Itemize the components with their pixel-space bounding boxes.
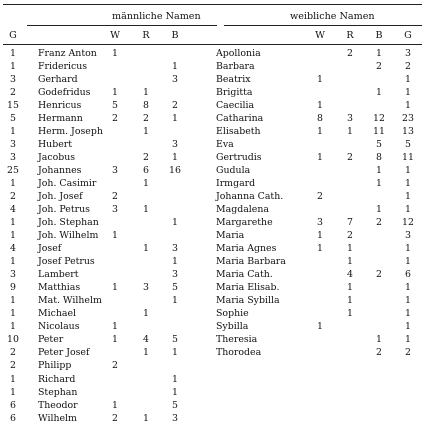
female-b-cell: 1: [376, 48, 382, 59]
group-underline-male: [27, 25, 217, 26]
male-total-cell: 15: [7, 100, 19, 112]
male-total-cell: 3: [10, 74, 16, 86]
female-name-cell: Maria: [216, 230, 245, 242]
female-name-cell: Gudula: [216, 165, 251, 177]
col-header-r-male: R: [142, 30, 150, 41]
male-b-cell: 3: [172, 139, 178, 151]
female-total-cell: 1: [405, 334, 411, 346]
male-total-cell: 5: [10, 113, 16, 125]
male-name-cell: Lambert: [38, 269, 79, 281]
male-w-cell: 2: [112, 191, 118, 203]
col-header-w-male: W: [110, 30, 120, 41]
male-w-cell: 1: [112, 87, 118, 99]
male-total-cell: 1: [10, 295, 16, 307]
female-b-cell: 12: [373, 113, 385, 125]
male-name-cell: Philipp: [38, 360, 72, 372]
male-total-cell: 1: [10, 48, 16, 59]
male-total-cell: 25: [7, 165, 19, 177]
male-total-cell: 1: [10, 178, 16, 190]
male-name-cell: Theodor: [38, 399, 78, 411]
female-total-cell: 13: [402, 126, 414, 138]
male-name-cell: Fridericus: [38, 61, 88, 73]
male-b-cell: 1: [172, 217, 178, 229]
male-r-cell: 1: [143, 204, 149, 216]
male-name-cell: Mat. Wilhelm: [38, 295, 102, 307]
female-r-cell: 2: [347, 230, 353, 242]
female-r-cell: 1: [347, 282, 353, 294]
male-total-cell: 1: [10, 256, 16, 268]
female-r-cell: 7: [347, 217, 353, 229]
male-w-cell: 1: [112, 48, 118, 59]
female-r-cell: 1: [347, 243, 353, 255]
male-name-cell: Herm. Joseph: [38, 126, 103, 138]
female-b-cell: 11: [373, 126, 385, 138]
male-total-cell: 2: [10, 87, 16, 99]
male-name-cell: Joh. Petrus: [38, 204, 90, 216]
male-total-cell: 1: [10, 61, 16, 73]
male-total-cell: 9: [10, 282, 16, 294]
female-total-cell: 6: [405, 269, 411, 281]
female-name-cell: Elisabeth: [216, 126, 261, 138]
male-total-cell: 3: [10, 269, 16, 281]
male-name-cell: Hermann: [38, 113, 83, 125]
male-b-cell: 1: [172, 113, 178, 125]
male-name-cell: Peter Josef: [38, 347, 90, 359]
female-total-cell: 1: [405, 100, 411, 112]
male-r-cell: 3: [143, 282, 149, 294]
female-w-cell: 3: [317, 217, 323, 229]
female-r-cell: 3: [347, 113, 353, 125]
female-name-cell: Sybilla: [216, 321, 249, 333]
female-total-cell: 2: [405, 61, 411, 73]
male-name-cell: Joh. Stephan: [38, 217, 99, 229]
male-total-cell: 3: [10, 139, 16, 151]
male-b-cell: 1: [172, 152, 178, 164]
female-b-cell: 2: [376, 347, 382, 359]
male-total-cell: 2: [10, 360, 16, 372]
col-header-w-female: W: [315, 30, 325, 41]
female-total-cell: 5: [405, 139, 411, 151]
female-name-cell: Maria Cath.: [216, 269, 273, 281]
female-name-cell: Maria Sybilla: [216, 295, 280, 307]
male-name-cell: Josef: [38, 243, 62, 255]
male-total-cell: 1: [10, 126, 16, 138]
female-r-cell: 2: [347, 152, 353, 164]
female-total-cell: 1: [405, 282, 411, 294]
female-w-cell: 1: [317, 100, 323, 112]
header-bottom-rule: [3, 44, 422, 45]
male-total-cell: 6: [10, 399, 16, 411]
male-b-cell: 3: [172, 243, 178, 255]
female-total-cell: 12: [402, 217, 414, 229]
female-w-cell: 1: [317, 126, 323, 138]
male-name-cell: Michael: [38, 308, 77, 320]
male-b-cell: 1: [172, 347, 178, 359]
male-name-cell: Gerhard: [38, 74, 78, 86]
female-r-cell: 1: [347, 256, 353, 268]
female-total-cell: 1: [405, 74, 411, 86]
group-underline-female: [224, 25, 422, 26]
male-w-cell: 5: [112, 100, 118, 112]
female-b-cell: 2: [376, 217, 382, 229]
male-r-cell: 1: [143, 178, 149, 190]
female-b-cell: 1: [376, 204, 382, 216]
female-b-cell: 8: [376, 152, 382, 164]
female-w-cell: 1: [317, 74, 323, 86]
female-name-cell: Maria Elisab.: [216, 282, 280, 294]
male-r-cell: 4: [143, 334, 149, 346]
male-w-cell: 1: [112, 334, 118, 346]
female-name-cell: Eva: [216, 139, 234, 151]
male-b-cell: 1: [172, 386, 178, 398]
female-total-cell: 2: [405, 347, 411, 359]
male-w-cell: 1: [112, 399, 118, 411]
male-total-cell: 1: [10, 386, 16, 398]
female-total-cell: 23: [402, 113, 414, 125]
female-total-cell: 1: [405, 165, 411, 177]
male-w-cell: 2: [112, 360, 118, 372]
female-total-cell: 1: [405, 178, 411, 190]
female-total-cell: 11: [402, 152, 414, 164]
female-name-cell: Apollonia: [216, 48, 261, 59]
female-b-cell: 5: [376, 139, 382, 151]
female-total-cell: 3: [405, 230, 411, 242]
male-name-cell: Godefridus: [38, 87, 91, 99]
female-name-cell: Sophie: [216, 308, 249, 320]
male-r-cell: 1: [143, 412, 149, 424]
female-total-cell: 1: [405, 321, 411, 333]
male-name-cell: Joh. Casimir: [38, 178, 97, 190]
male-name-cell: Wilhelm: [38, 412, 77, 424]
female-name-cell: Maria Barbara: [216, 256, 286, 268]
male-total-cell: 3: [10, 152, 16, 164]
male-b-cell: 3: [172, 269, 178, 281]
male-name-cell: Nicolaus: [38, 321, 80, 333]
female-r-cell: 2: [347, 48, 353, 59]
female-b-cell: 1: [376, 334, 382, 346]
female-name-cell: Brigitta: [216, 87, 253, 99]
female-name-cell: Margarethe: [216, 217, 273, 229]
male-w-cell: 1: [112, 321, 118, 333]
female-r-cell: 1: [347, 308, 353, 320]
female-total-cell: 1: [405, 204, 411, 216]
male-w-cell: 2: [112, 412, 118, 424]
female-w-cell: 2: [317, 191, 323, 203]
male-b-cell: 16: [169, 165, 181, 177]
male-r-cell: 2: [143, 152, 149, 164]
female-w-cell: 8: [317, 113, 323, 125]
female-w-cell: 1: [317, 230, 323, 242]
female-total-cell: 1: [405, 295, 411, 307]
male-name-cell: Henricus: [38, 100, 82, 112]
male-name-cell: Joh. Josef: [38, 191, 83, 203]
female-name-cell: Barbara: [216, 61, 255, 73]
female-name-cell: Catharina: [216, 113, 264, 125]
female-b-cell: 1: [376, 87, 382, 99]
header-female-names: weibliche Namen: [290, 11, 375, 22]
male-r-cell: 2: [143, 113, 149, 125]
male-name-cell: Richard: [38, 373, 76, 385]
male-b-cell: 3: [172, 74, 178, 86]
male-b-cell: 1: [172, 295, 178, 307]
female-w-cell: 1: [317, 321, 323, 333]
male-b-cell: 5: [172, 399, 178, 411]
male-name-cell: Hubert: [38, 139, 73, 151]
female-r-cell: 1: [347, 295, 353, 307]
male-name-cell: Josef Petrus: [38, 256, 95, 268]
male-r-cell: 6: [143, 165, 149, 177]
male-name-cell: Johannes: [38, 165, 82, 177]
male-name-cell: Stephan: [38, 386, 78, 398]
female-name-cell: Magdalena: [216, 204, 269, 216]
top-rule: [3, 4, 422, 5]
female-total-cell: 3: [405, 48, 411, 59]
female-name-cell: Caecilia: [216, 100, 255, 112]
female-name-cell: Johanna Cath.: [216, 191, 284, 203]
male-b-cell: 5: [172, 282, 178, 294]
male-w-cell: 1: [112, 282, 118, 294]
female-name-cell: Beatrix: [216, 74, 251, 86]
female-r-cell: 1: [347, 126, 353, 138]
header-male-names: männliche Namen: [112, 11, 201, 22]
male-r-cell: 1: [143, 308, 149, 320]
male-r-cell: 1: [143, 126, 149, 138]
female-b-cell: 1: [376, 165, 382, 177]
male-total-cell: 1: [10, 217, 16, 229]
female-b-cell: 1: [376, 178, 382, 190]
male-w-cell: 3: [112, 165, 118, 177]
male-r-cell: 1: [143, 243, 149, 255]
male-w-cell: 2: [112, 113, 118, 125]
female-name-cell: Gertrudis: [216, 152, 262, 164]
female-w-cell: 1: [317, 243, 323, 255]
male-total-cell: 1: [10, 321, 16, 333]
male-b-cell: 5: [172, 334, 178, 346]
female-name-cell: Maria Agnes: [216, 243, 277, 255]
col-header-b-male: B: [171, 30, 179, 41]
male-total-cell: 2: [10, 347, 16, 359]
female-total-cell: 1: [405, 243, 411, 255]
female-name-cell: Theresia: [216, 334, 258, 346]
female-name-cell: Thorodea: [216, 347, 262, 359]
col-header-g-female: G: [404, 30, 412, 41]
male-w-cell: 1: [112, 230, 118, 242]
female-w-cell: 1: [317, 152, 323, 164]
male-r-cell: 1: [143, 347, 149, 359]
male-r-cell: 8: [143, 100, 149, 112]
male-name-cell: Peter: [38, 334, 64, 346]
female-b-cell: 2: [376, 61, 382, 73]
male-b-cell: 2: [172, 100, 178, 112]
female-total-cell: 1: [405, 191, 411, 203]
male-b-cell: 3: [172, 412, 178, 424]
male-total-cell: 6: [10, 412, 16, 424]
col-header-b-female: B: [375, 30, 383, 41]
male-total-cell: 2: [10, 191, 16, 203]
male-total-cell: 1: [10, 308, 16, 320]
female-total-cell: 1: [405, 308, 411, 320]
male-name-cell: Jacobus: [38, 152, 76, 164]
male-total-cell: 4: [10, 243, 16, 255]
male-w-cell: 3: [112, 204, 118, 216]
male-total-cell: 1: [10, 230, 16, 242]
female-name-cell: Irmgard: [216, 178, 256, 190]
male-total-cell: 1: [10, 373, 16, 385]
male-b-cell: 1: [172, 61, 178, 73]
male-name-cell: Matthias: [38, 282, 81, 294]
col-header-r-female: R: [346, 30, 354, 41]
male-name-cell: Franz Anton: [38, 48, 97, 59]
female-r-cell: 4: [347, 269, 353, 281]
male-name-cell: Joh. Wilhelm: [38, 230, 99, 242]
male-r-cell: 1: [143, 87, 149, 99]
male-b-cell: 1: [172, 373, 178, 385]
female-b-cell: 2: [376, 269, 382, 281]
female-total-cell: 1: [405, 256, 411, 268]
male-b-cell: 1: [172, 256, 178, 268]
col-header-g-left: G: [9, 30, 17, 41]
male-total-cell: 4: [10, 204, 16, 216]
female-total-cell: 1: [405, 87, 411, 99]
male-total-cell: 10: [7, 334, 19, 346]
